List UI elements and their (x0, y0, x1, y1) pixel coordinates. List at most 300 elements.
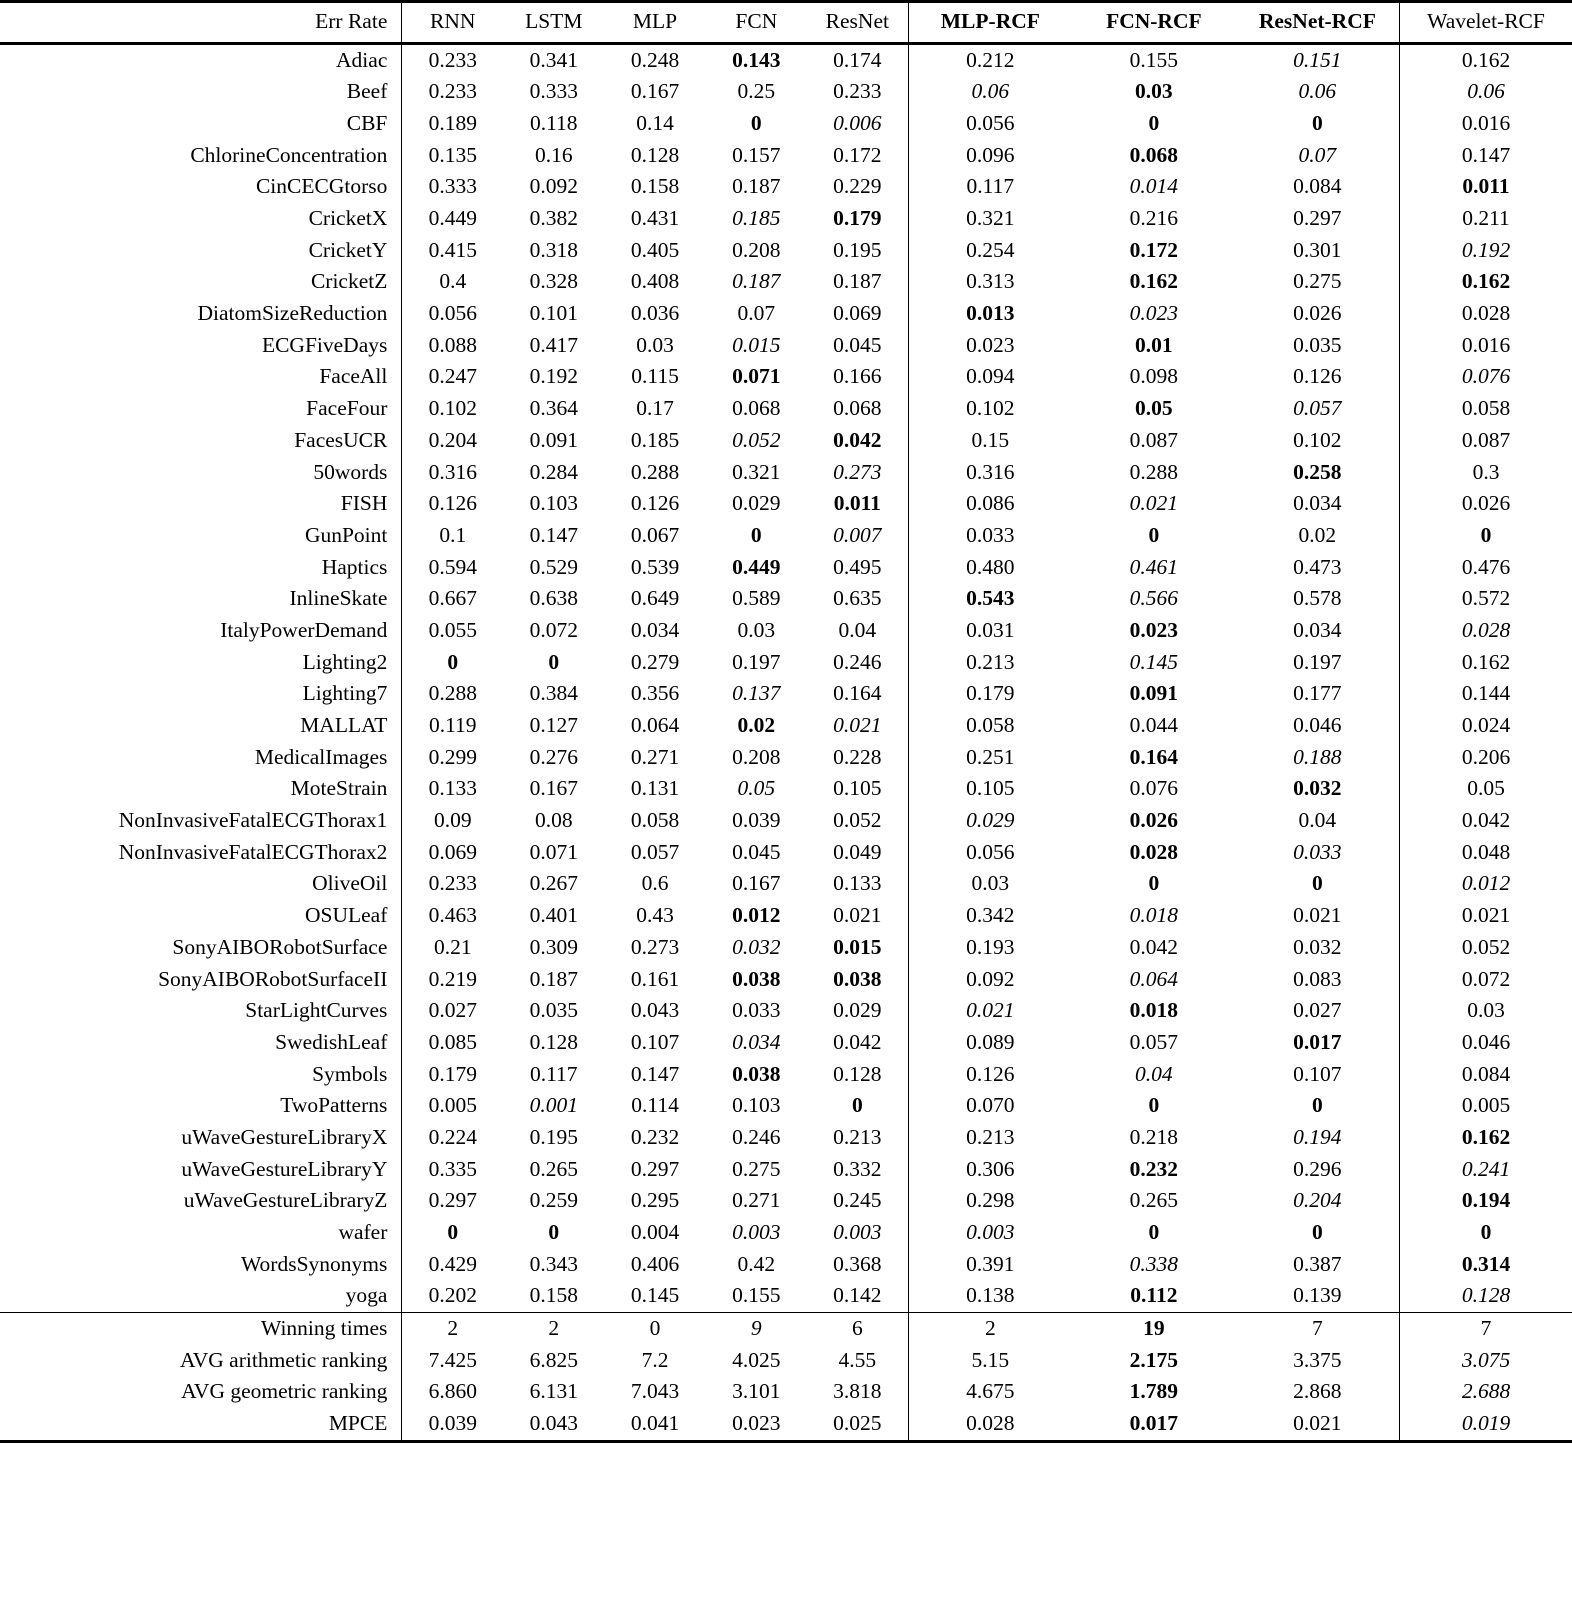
cell-resnet: 0.029 (833, 998, 882, 1023)
cell-wavelet-rcf: 0.192 (1400, 235, 1572, 267)
cell-resnet-rcf: 0.084 (1293, 174, 1342, 199)
cell-rnn: 0.085 (402, 1027, 503, 1059)
cell-mlp-rcf: 0.321 (908, 203, 1072, 235)
cell-lstm: 0.187 (529, 966, 578, 991)
cell-fcn-rcf: 0.232 (1129, 1156, 1179, 1181)
cell-resnet-rcf: 0.102 (1293, 427, 1342, 452)
cell-resnet-rcf: 0.04 (1298, 808, 1337, 833)
header-rnn: RNN (402, 2, 503, 44)
cell-resnet: 0.069 (833, 301, 882, 326)
cell-fcn-rcf: 0.172 (1129, 237, 1179, 262)
cell-fcn: 0.271 (732, 1188, 781, 1213)
cell-lstm: 0.318 (529, 237, 578, 262)
cell-fcn-rcf: 0.288 (1129, 459, 1179, 484)
cell-wavelet-rcf: 0.048 (1400, 837, 1572, 869)
cell-mlp-rcf: 0.013 (908, 298, 1072, 330)
cell-mlp-rcf: 0.342 (908, 900, 1072, 932)
cell-resnet: 0.128 (833, 1061, 882, 1086)
cell-fcn: 0.197 (732, 649, 781, 674)
cell-fcn-rcf: 0.091 (1129, 681, 1179, 706)
cell-resnet: 0.006 (833, 110, 882, 135)
cell-fcn-rcf: 0.018 (1129, 903, 1179, 928)
cell-mlp: 0.295 (630, 1188, 680, 1213)
table-row (0, 171, 1572, 203)
cell-resnet-rcf: 0.021 (1293, 903, 1342, 928)
cell-mlp: 0.273 (630, 934, 680, 959)
cell-lstm: 0.071 (529, 839, 578, 864)
row-label: GunPoint (304, 522, 388, 547)
cell-resnet: 0.045 (833, 332, 882, 357)
cell-fcn-rcf: 0.01 (1135, 332, 1173, 357)
cell-fcn: 0.012 (732, 903, 781, 928)
cell-lstm: 0.401 (529, 903, 578, 928)
cell-mlp-rcf: 0.033 (908, 520, 1072, 552)
cell-wavelet-rcf: 0.016 (1400, 330, 1572, 362)
cell-rnn: 0.449 (402, 203, 503, 235)
cell-wavelet-rcf: 0.042 (1400, 805, 1572, 837)
cell-resnet: 0.007 (833, 522, 882, 547)
cell-wavelet-rcf: 0.147 (1400, 140, 1572, 172)
header-mlp: MLP (604, 2, 705, 44)
table-row (0, 647, 1572, 679)
table-row (0, 1185, 1572, 1217)
table-row (0, 1154, 1572, 1186)
cell-fcn: 0.208 (732, 744, 781, 769)
cell-mlp: 0.115 (631, 364, 679, 389)
cell-lstm: 0.333 (529, 79, 578, 104)
cell-fcn: 0.321 (732, 459, 781, 484)
cell-lstm: 0.638 (529, 586, 578, 611)
cell-fcn: 0.185 (732, 206, 781, 231)
table-row (0, 330, 1572, 362)
cell-wavelet-rcf: 0 (1400, 1217, 1572, 1249)
cell-mlp: 0.128 (630, 142, 680, 167)
cell-mlp-rcf: 0.212 (908, 43, 1072, 76)
cell-fcn-rcf: 0 (1148, 522, 1160, 547)
cell-fcn-rcf: 0.064 (1129, 966, 1179, 991)
cell-fcn: 0.143 (732, 47, 781, 72)
cell-lstm: 0 (548, 649, 560, 674)
cell-mlp-rcf: 0.251 (908, 742, 1072, 774)
cell-fcn-rcf: 0.042 (1129, 934, 1179, 959)
cell-resnet-rcf: 0.034 (1293, 617, 1342, 642)
row-label: ECGFiveDays (261, 332, 388, 357)
cell-fcn-rcf: 0 (1148, 871, 1160, 896)
cell-fcn: 0.071 (732, 364, 781, 389)
cell-lstm: 0.328 (529, 269, 578, 294)
header-fcn-rcf: FCN-RCF (1072, 2, 1236, 44)
cell-wavelet-rcf: 0.028 (1400, 298, 1572, 330)
table-row (0, 900, 1572, 932)
cell-fcn: 0.187 (732, 174, 781, 199)
cell-lstm: 0.341 (529, 47, 578, 72)
table-row (0, 76, 1572, 108)
cell-mlp: 7.2 (641, 1347, 669, 1372)
cell-resnet-rcf: 0.017 (1293, 1029, 1342, 1054)
table-row (0, 488, 1572, 520)
cell-fcn: 0.449 (732, 554, 781, 579)
table-row (0, 43, 1572, 76)
row-label: MALLAT (300, 713, 388, 738)
cell-mlp-rcf: 0.254 (908, 235, 1072, 267)
cell-lstm: 0.265 (529, 1156, 578, 1181)
row-label: uWaveGestureLibraryX (181, 1124, 388, 1149)
cell-resnet: 0.245 (833, 1188, 882, 1213)
cell-mlp: 0.158 (630, 174, 680, 199)
cell-wavelet-rcf: 0.021 (1400, 900, 1572, 932)
table-row (0, 393, 1572, 425)
cell-mlp-rcf: 0.15 (908, 425, 1072, 457)
cell-resnet-rcf: 0.296 (1293, 1156, 1342, 1181)
cell-wavelet-rcf: 0.016 (1400, 108, 1572, 140)
row-label: TwoPatterns (280, 1093, 388, 1118)
cell-fcn-rcf: 0.162 (1129, 269, 1179, 294)
table-header (0, 2, 1572, 44)
cell-rnn: 0.463 (402, 900, 503, 932)
table-row (0, 1249, 1572, 1281)
cell-resnet-rcf: 0.275 (1293, 269, 1342, 294)
cell-fcn-rcf: 0.112 (1130, 1283, 1178, 1308)
row-label: Lighting7 (302, 681, 388, 706)
cell-resnet: 0.164 (833, 681, 882, 706)
row-label: Winning times (0, 1313, 402, 1345)
cell-lstm: 0 (548, 1220, 560, 1245)
cell-rnn: 0.219 (402, 963, 503, 995)
cell-rnn: 0.119 (402, 710, 503, 742)
row-label: NonInvasiveFatalECGThorax2 (118, 839, 388, 864)
cell-resnet: 0.042 (833, 1029, 882, 1054)
cell-fcn: 0.07 (737, 301, 776, 326)
cell-lstm: 0.309 (529, 934, 578, 959)
table-row (0, 615, 1572, 647)
cell-lstm: 0.284 (529, 459, 578, 484)
cell-mlp: 0 (604, 1313, 705, 1345)
cell-mlp: 0.279 (630, 649, 680, 674)
cell-resnet: 0.105 (833, 776, 882, 801)
table-row (0, 108, 1572, 140)
cell-resnet-rcf: 0.035 (1293, 332, 1342, 357)
cell-mlp-rcf: 0.306 (908, 1154, 1072, 1186)
cell-rnn: 0.027 (402, 995, 503, 1027)
cell-fcn-rcf: 0.026 (1129, 808, 1179, 833)
row-label: NonInvasiveFatalECGThorax1 (118, 808, 388, 833)
cell-mlp: 0.297 (630, 1156, 680, 1181)
cell-rnn: 0.202 (402, 1280, 503, 1312)
cell-fcn-rcf: 0.023 (1129, 617, 1179, 642)
table-row (0, 742, 1572, 774)
cell-resnet-rcf: 0.139 (1293, 1283, 1342, 1308)
table-row (0, 266, 1572, 298)
cell-lstm: 0.117 (529, 1061, 578, 1086)
cell-fcn: 0.137 (732, 681, 781, 706)
cell-fcn: 0.033 (732, 998, 781, 1023)
cell-fcn: 0 (750, 110, 762, 135)
cell-wavelet-rcf: 0.011 (1400, 171, 1572, 203)
cell-mlp-rcf: 0.058 (908, 710, 1072, 742)
cell-mlp: 0.431 (630, 206, 680, 231)
cell-resnet-rcf: 0.02 (1298, 522, 1337, 547)
cell-resnet-rcf: 0.194 (1293, 1124, 1342, 1149)
cell-mlp: 0.167 (630, 79, 680, 104)
cell-mlp: 0.145 (630, 1283, 680, 1308)
row-label: DiatomSizeReduction (197, 301, 388, 326)
cell-rnn: 0.126 (402, 488, 503, 520)
cell-wavelet-rcf: 0.144 (1400, 678, 1572, 710)
cell-lstm: 0.035 (529, 998, 578, 1023)
header-fcn: FCN (706, 2, 807, 44)
cell-fcn: 0.02 (737, 713, 776, 738)
cell-mlp-rcf: 0.316 (908, 456, 1072, 488)
cell-mlp-rcf: 0.298 (908, 1185, 1072, 1217)
cell-fcn: 0.246 (732, 1124, 781, 1149)
cell-lstm: 0.127 (529, 713, 578, 738)
cell-fcn-rcf: 0.023 (1129, 301, 1179, 326)
cell-resnet-rcf: 0.033 (1293, 839, 1342, 864)
cell-resnet: 0.213 (833, 1124, 882, 1149)
cell-rnn: 0.415 (402, 235, 503, 267)
cell-wavelet-rcf: 0.019 (1400, 1408, 1572, 1441)
cell-wavelet-rcf: 0.058 (1400, 393, 1572, 425)
cell-lstm: 0.343 (529, 1251, 578, 1276)
cell-lstm: 0.091 (529, 427, 578, 452)
cell-wavelet-rcf: 0.211 (1400, 203, 1572, 235)
table-row (0, 1345, 1572, 1377)
cell-mlp: 0.114 (631, 1093, 679, 1118)
cell-fcn: 0.023 (706, 1408, 807, 1441)
cell-lstm: 0.08 (534, 808, 573, 833)
cell-fcn: 0.275 (732, 1156, 781, 1181)
cell-mlp-rcf: 0.03 (908, 868, 1072, 900)
cell-fcn: 3.101 (732, 1379, 781, 1404)
cell-mlp-rcf: 0.543 (908, 583, 1072, 615)
cell-mlp-rcf: 0.089 (908, 1027, 1072, 1059)
cell-mlp-rcf: 0.117 (908, 171, 1072, 203)
cell-lstm: 0.128 (529, 1029, 578, 1054)
cell-mlp: 0.058 (630, 808, 680, 833)
cell-fcn: 0.42 (737, 1251, 776, 1276)
cell-wavelet-rcf: 0.03 (1400, 995, 1572, 1027)
cell-mlp-rcf: 5.15 (908, 1345, 1072, 1377)
cell-resnet-rcf: 0.197 (1293, 649, 1342, 674)
table-row (0, 963, 1572, 995)
cell-mlp-rcf: 0.213 (908, 647, 1072, 679)
cell-mlp-rcf: 0.028 (908, 1408, 1072, 1441)
cell-resnet: 0.021 (833, 903, 882, 928)
cell-wavelet-rcf: 0.012 (1400, 868, 1572, 900)
cell-wavelet-rcf: 3.075 (1400, 1345, 1572, 1377)
row-label: WordsSynonyms (240, 1251, 388, 1276)
cell-rnn: 7.425 (402, 1345, 503, 1377)
row-label: wafer (338, 1220, 388, 1245)
cell-mlp-rcf: 0.06 (908, 76, 1072, 108)
cell-wavelet-rcf: 0 (1400, 520, 1572, 552)
cell-rnn: 0.594 (402, 552, 503, 584)
cell-wavelet-rcf: 0.241 (1400, 1154, 1572, 1186)
cell-wavelet-rcf: 0.026 (1400, 488, 1572, 520)
cell-fcn-rcf: 0.164 (1129, 744, 1179, 769)
cell-resnet-rcf: 3.375 (1293, 1347, 1342, 1372)
cell-fcn-rcf: 0.145 (1129, 649, 1179, 674)
cell-mlp: 0.036 (630, 301, 680, 326)
cell-fcn-rcf: 0.05 (1135, 396, 1173, 421)
cell-lstm: 0.147 (529, 522, 578, 547)
cell-resnet: 3.818 (833, 1379, 882, 1404)
cell-rnn: 0.297 (402, 1185, 503, 1217)
table-row (0, 932, 1572, 964)
row-label: FaceAll (319, 364, 388, 389)
cell-fcn: 4.025 (732, 1347, 781, 1372)
cell-mlp-rcf: 0.193 (908, 932, 1072, 964)
cell-fcn: 0.038 (732, 1061, 781, 1086)
table-row (0, 235, 1572, 267)
cell-resnet-rcf: 0 (1311, 110, 1323, 135)
cell-mlp: 0.034 (630, 617, 680, 642)
table-row (0, 520, 1572, 552)
cell-resnet: 0.021 (833, 713, 882, 738)
row-label: 50words (313, 459, 388, 484)
cell-resnet-rcf: 0.126 (1293, 364, 1342, 389)
cell-wavelet-rcf: 0.206 (1400, 742, 1572, 774)
cell-rnn: 0.299 (402, 742, 503, 774)
cell-fcn-rcf: 0.014 (1129, 174, 1179, 199)
cell-resnet: 0.049 (833, 839, 882, 864)
cell-resnet: 0.273 (833, 459, 882, 484)
cell-mlp-rcf: 0.480 (908, 552, 1072, 584)
cell-resnet: 0.133 (833, 871, 882, 896)
cell-fcn-rcf: 0.338 (1129, 1251, 1179, 1276)
cell-mlp: 0.043 (630, 998, 680, 1023)
row-label: CinCECGtorso (255, 174, 388, 199)
row-label: FacesUCR (294, 427, 388, 452)
cell-lstm: 0.276 (529, 744, 578, 769)
row-label: SonyAIBORobotSurfaceII (158, 966, 388, 991)
cell-mlp-rcf: 0.102 (908, 393, 1072, 425)
cell-rnn: 0.333 (402, 171, 503, 203)
cell-resnet-rcf: 0.301 (1293, 237, 1342, 262)
cell-fcn-rcf: 0 (1148, 110, 1160, 135)
cell-wavelet-rcf: 0.087 (1400, 425, 1572, 457)
cell-resnet-rcf: 0.188 (1293, 744, 1342, 769)
cell-resnet-rcf: 0.032 (1293, 776, 1342, 801)
cell-fcn: 0.045 (732, 839, 781, 864)
row-label: uWaveGestureLibraryZ (183, 1188, 388, 1213)
cell-fcn-rcf: 0.155 (1129, 47, 1179, 72)
row-label: ChlorineConcentration (190, 142, 388, 167)
cell-resnet: 0.246 (833, 649, 882, 674)
cell-resnet-rcf: 0.034 (1293, 491, 1342, 516)
cell-mlp: 0.232 (630, 1124, 680, 1149)
cell-mlp: 0.248 (630, 47, 680, 72)
cell-mlp: 0.03 (636, 332, 674, 357)
cell-resnet-rcf: 0.021 (1236, 1408, 1400, 1441)
table-row (0, 1217, 1572, 1249)
cell-lstm: 6.825 (529, 1347, 578, 1372)
cell-rnn: 0.09 (402, 805, 503, 837)
cell-fcn: 0.103 (732, 1093, 781, 1118)
cell-fcn: 0.208 (732, 237, 781, 262)
cell-fcn-rcf: 2.175 (1129, 1347, 1179, 1372)
cell-rnn: 0.204 (402, 425, 503, 457)
cell-lstm: 0.192 (529, 364, 578, 389)
cell-mlp: 0.004 (630, 1220, 680, 1245)
cell-resnet-rcf: 0.473 (1293, 554, 1342, 579)
header-err-rate: Err Rate (0, 2, 402, 44)
cell-resnet: 0.228 (833, 744, 882, 769)
header-wavelet-rcf: Wavelet-RCF (1400, 2, 1572, 44)
cell-mlp-rcf: 0.003 (908, 1217, 1072, 1249)
cell-resnet-rcf: 0.032 (1293, 934, 1342, 959)
cell-resnet: 0.038 (833, 966, 882, 991)
cell-wavelet-rcf: 0.052 (1400, 932, 1572, 964)
cell-rnn: 0.335 (402, 1154, 503, 1186)
header-resnet-rcf: ResNet-RCF (1236, 2, 1400, 44)
cell-fcn-rcf: 0.044 (1129, 713, 1179, 738)
cell-fcn: 0.157 (732, 142, 781, 167)
cell-resnet-rcf: 0.151 (1293, 47, 1342, 72)
cell-wavelet-rcf: 0.046 (1400, 1027, 1572, 1059)
cell-rnn: 0.088 (402, 330, 503, 362)
row-label: AVG geometric ranking (181, 1379, 388, 1404)
cell-resnet-rcf: 0.107 (1293, 1061, 1342, 1086)
cell-fcn-rcf: 0 (1148, 1093, 1160, 1118)
row-label: CBF (346, 110, 388, 135)
cell-resnet: 0.174 (833, 47, 882, 72)
cell-fcn: 0.167 (732, 871, 781, 896)
cell-resnet-rcf: 0.204 (1293, 1188, 1342, 1213)
cell-rnn: 0.224 (402, 1122, 503, 1154)
table-row (0, 805, 1572, 837)
cell-resnet-rcf: 0.387 (1293, 1251, 1342, 1276)
cell-lstm: 0.043 (503, 1408, 604, 1441)
cell-rnn: 0.288 (402, 678, 503, 710)
cell-rnn: 0.056 (402, 298, 503, 330)
cell-wavelet-rcf: 2.688 (1400, 1376, 1572, 1408)
cell-fcn-rcf: 0.216 (1129, 206, 1179, 231)
cell-fcn: 9 (706, 1313, 807, 1345)
cell-mlp-rcf: 0.092 (908, 963, 1072, 995)
cell-resnet-rcf: 0.07 (1298, 142, 1337, 167)
cell-mlp-rcf: 0.391 (908, 1249, 1072, 1281)
cell-rnn: 0.4 (402, 266, 503, 298)
cell-fcn: 0.029 (732, 491, 781, 516)
table-row (0, 140, 1572, 172)
row-label: CricketX (308, 206, 388, 231)
table-row (0, 552, 1572, 584)
cell-lstm: 0.072 (529, 617, 578, 642)
header-lstm: LSTM (503, 2, 604, 44)
cell-wavelet-rcf: 0.076 (1400, 361, 1572, 393)
cell-wavelet-rcf: 0.3 (1400, 456, 1572, 488)
row-label: CricketZ (310, 269, 388, 294)
cell-mlp-rcf: 0.213 (908, 1122, 1072, 1154)
row-label: OSULeaf (304, 903, 388, 928)
cell-fcn-rcf: 0.566 (1129, 586, 1179, 611)
cell-lstm: 0.195 (529, 1124, 578, 1149)
row-label: Haptics (321, 554, 388, 579)
table-summary-body (0, 1313, 1572, 1442)
cell-mlp: 0.161 (630, 966, 680, 991)
cell-mlp: 0.539 (630, 554, 680, 579)
cell-mlp: 7.043 (630, 1379, 680, 1404)
cell-fcn: 0 (750, 522, 762, 547)
cell-resnet-rcf: 0.06 (1298, 79, 1337, 104)
cell-wavelet-rcf: 0.084 (1400, 1059, 1572, 1091)
cell-lstm: 6.131 (529, 1379, 578, 1404)
cell-fcn: 0.589 (732, 586, 781, 611)
cell-wavelet-rcf: 0.128 (1400, 1280, 1572, 1312)
cell-fcn: 0.032 (732, 934, 781, 959)
cell-wavelet-rcf: 0.05 (1400, 773, 1572, 805)
